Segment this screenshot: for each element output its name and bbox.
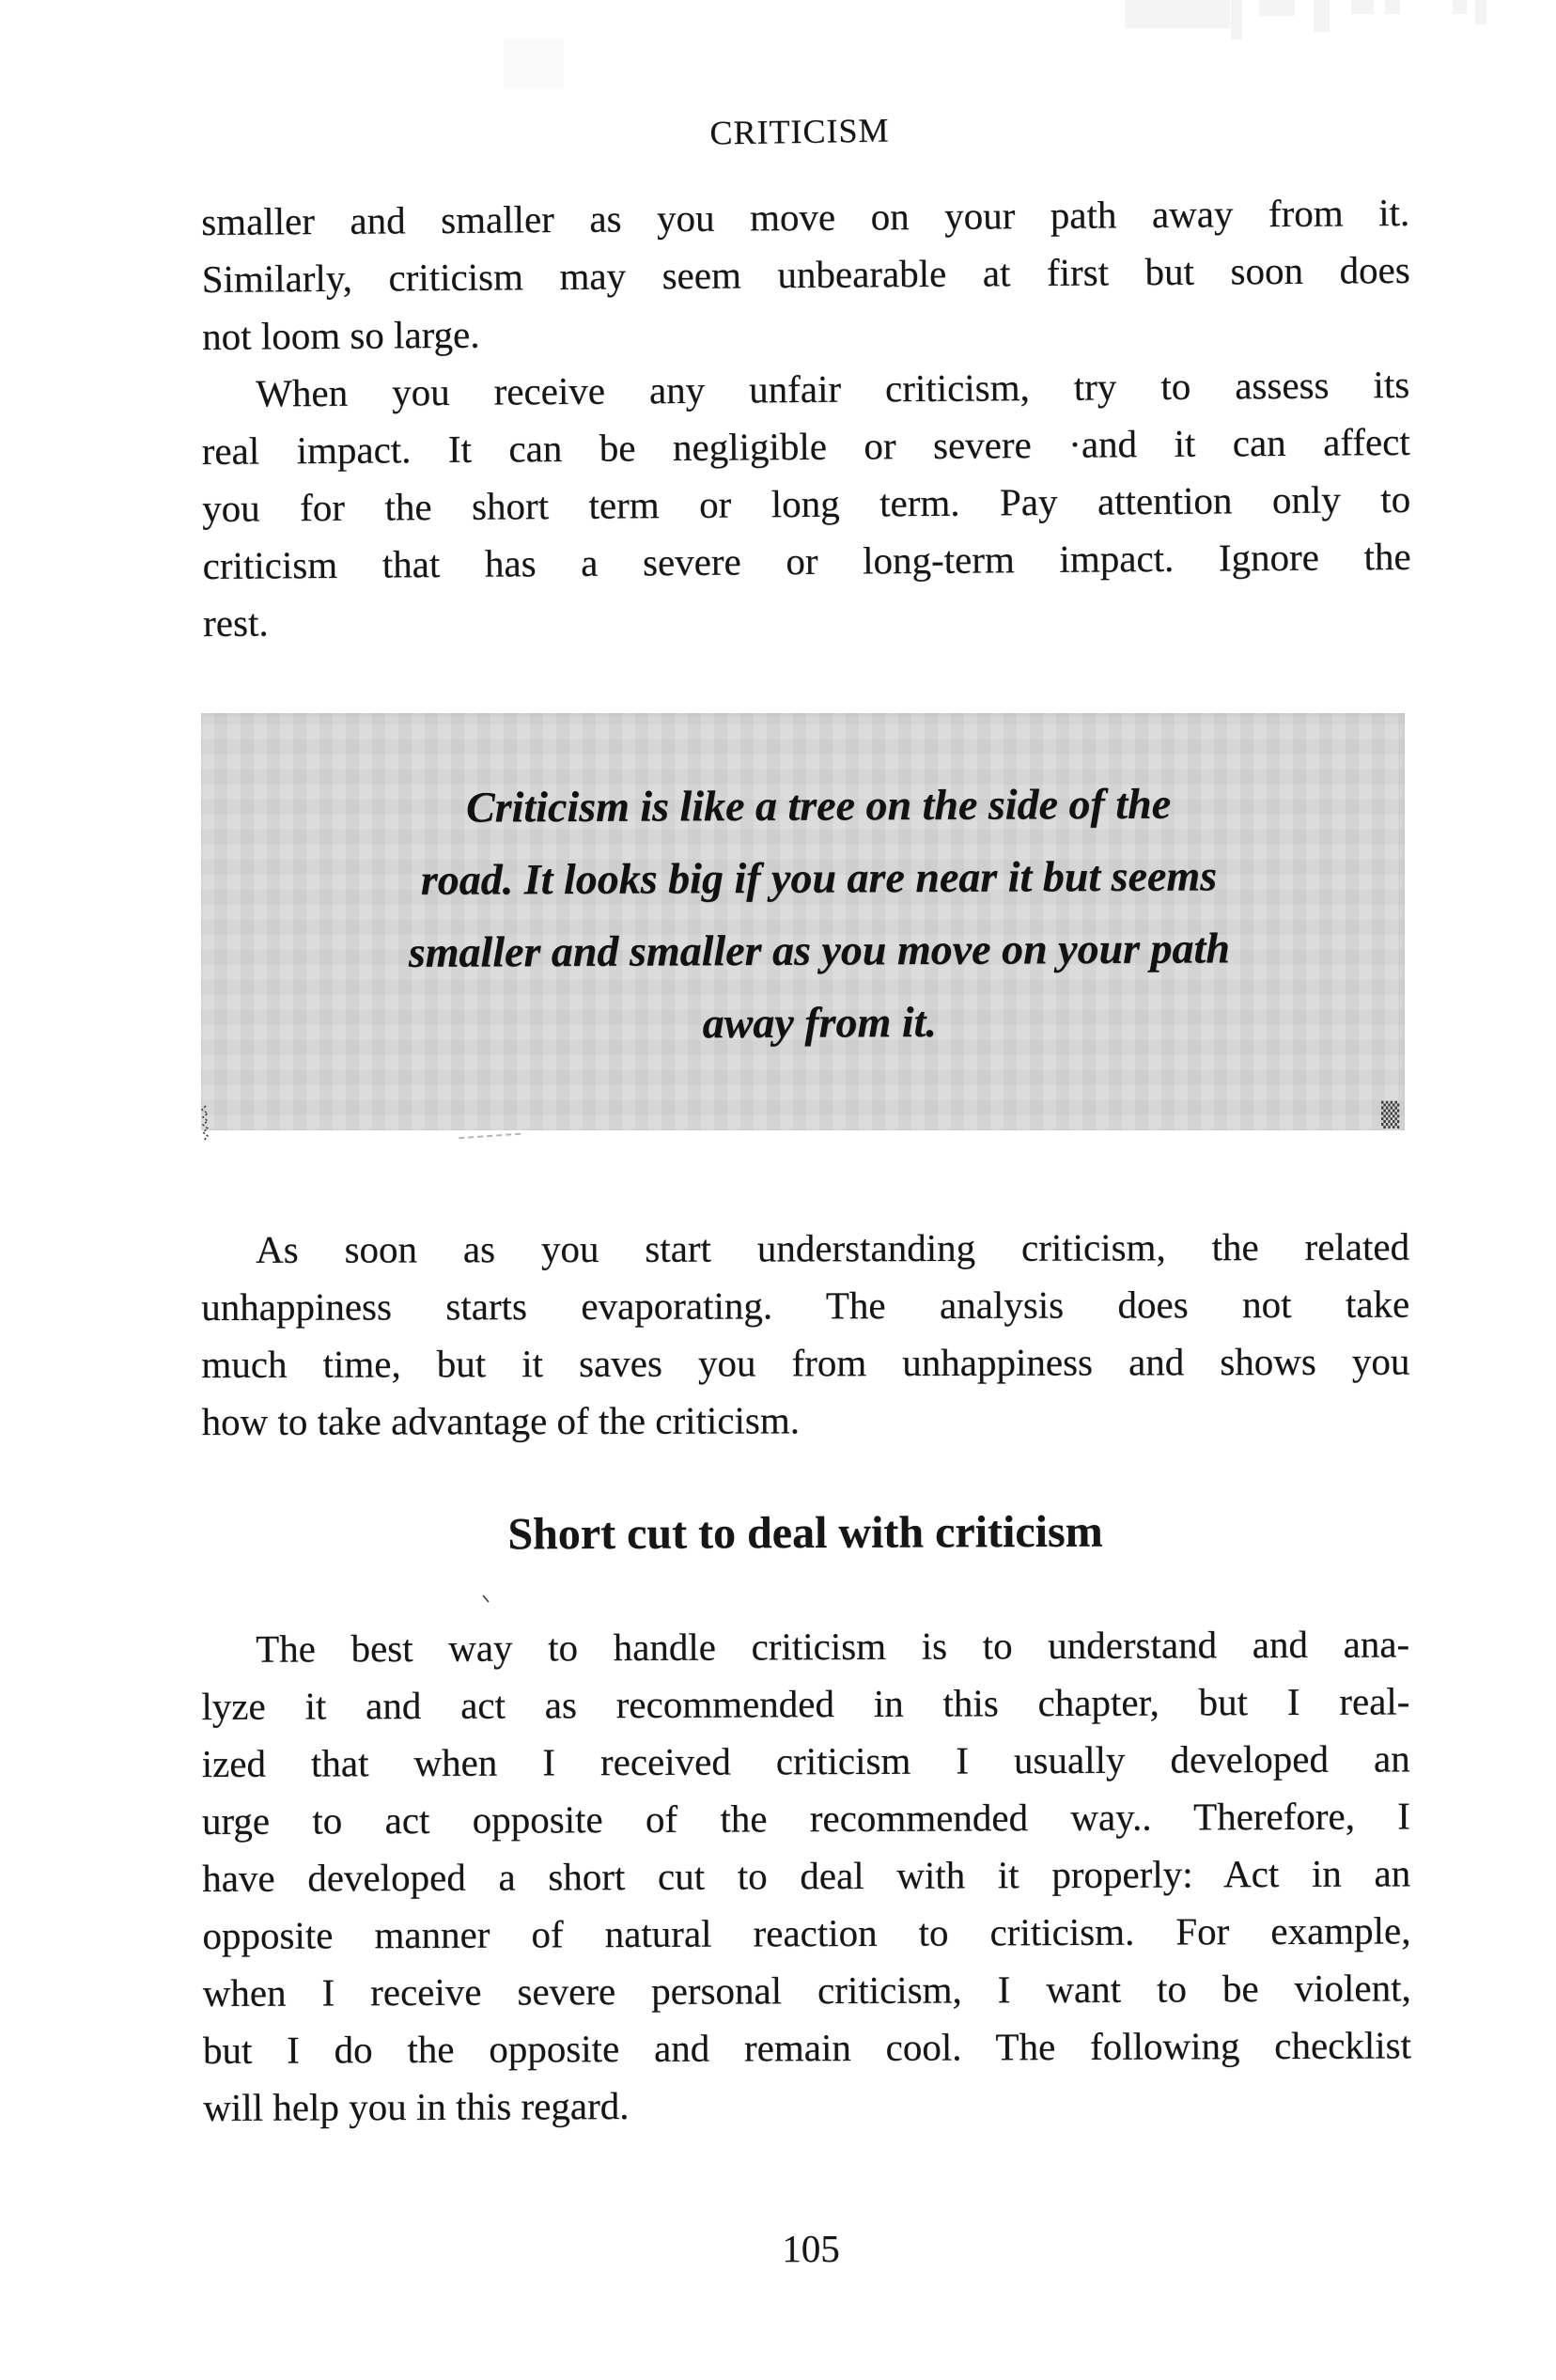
quote-line: Criticism is like a tree on the side of the [465, 779, 1172, 832]
paragraph [201, 356, 1411, 652]
paragraph [201, 1219, 1410, 1451]
text-line: when I receive severe personal criticism, I want to be violent, [202, 1966, 1411, 2014]
scan-smudge [1385, 0, 1400, 14]
text-line: criticism that has a severe or long-term impact. Ignore the [202, 534, 1411, 587]
scan-tick-mark [482, 1592, 491, 1609]
section-heading: Short cut to deal with criticism [507, 1506, 1103, 1560]
text-line: urge to act opposite of the recommended way.. Therefore, I [201, 1794, 1411, 1843]
quote-box [201, 713, 1405, 1130]
scan-smudge [1453, 0, 1467, 14]
text-line: As soon as you start understanding criticism, the related [256, 1224, 1410, 1271]
scan-smudge [1475, 0, 1486, 24]
scan-smudge [1259, 0, 1295, 16]
quote-text [216, 707, 1422, 1062]
scan-squiggle-mark [200, 1105, 211, 1147]
quote-line: away from it. [702, 997, 937, 1048]
scan-smudge [1351, 0, 1374, 14]
text-line: how to take advantage of the criticism. [201, 1398, 801, 1443]
text-line: but I do the opposite and remain cool. The following checklist [202, 2023, 1412, 2072]
text-line: When you receive any unfair criticism, try to assess its [256, 362, 1410, 415]
text-line: real impact. It can be negligible or severe ·and it can affect [201, 419, 1410, 473]
paragraph [201, 1615, 1411, 2137]
scan-smudge [1231, 0, 1242, 39]
text-line: much time, but it saves you from unhappiness and shows you [201, 1339, 1410, 1386]
paragraph [201, 184, 1410, 366]
text-line: you for the short term or long term. Pay attention only to [202, 476, 1411, 530]
scan-crosshatch-mark: ▒ [1381, 1101, 1400, 1128]
text-line: ized that when I received criticism I usually developed an [201, 1736, 1410, 1785]
text-line: have developed a short cut to deal with it properly: Act in an [202, 1851, 1411, 1900]
text-line: not loom so large. [202, 312, 480, 358]
quote-line: smaller and smaller as you move on your path [408, 924, 1230, 976]
text-line: smaller and smaller as you move on your path away from it. [201, 190, 1410, 243]
page-number: 105 [782, 2227, 840, 2270]
scan-smudge [504, 39, 564, 88]
scan-smudge [1125, 0, 1230, 28]
scan-smudge [1314, 0, 1330, 32]
text-line: will help you in this regard. [203, 2084, 630, 2129]
quote-line: road. It looks big if you are near it but seems [420, 851, 1218, 904]
text-line: lyze it and act as recommended in this chapter, but I real- [201, 1679, 1410, 1728]
text-line: opposite manner of natural reaction to criticism. For example, [202, 1908, 1411, 1957]
chapter-header: CRITICISM [709, 111, 890, 152]
text-line: Similarly, criticism may seem unbearable at first but soon does [201, 247, 1410, 301]
text-line: rest. [202, 600, 269, 645]
text-line: The best way to handle criticism is to understand and ana- [256, 1622, 1410, 1671]
text-line: unhappiness starts evaporating. The analysis does not take [201, 1282, 1410, 1329]
